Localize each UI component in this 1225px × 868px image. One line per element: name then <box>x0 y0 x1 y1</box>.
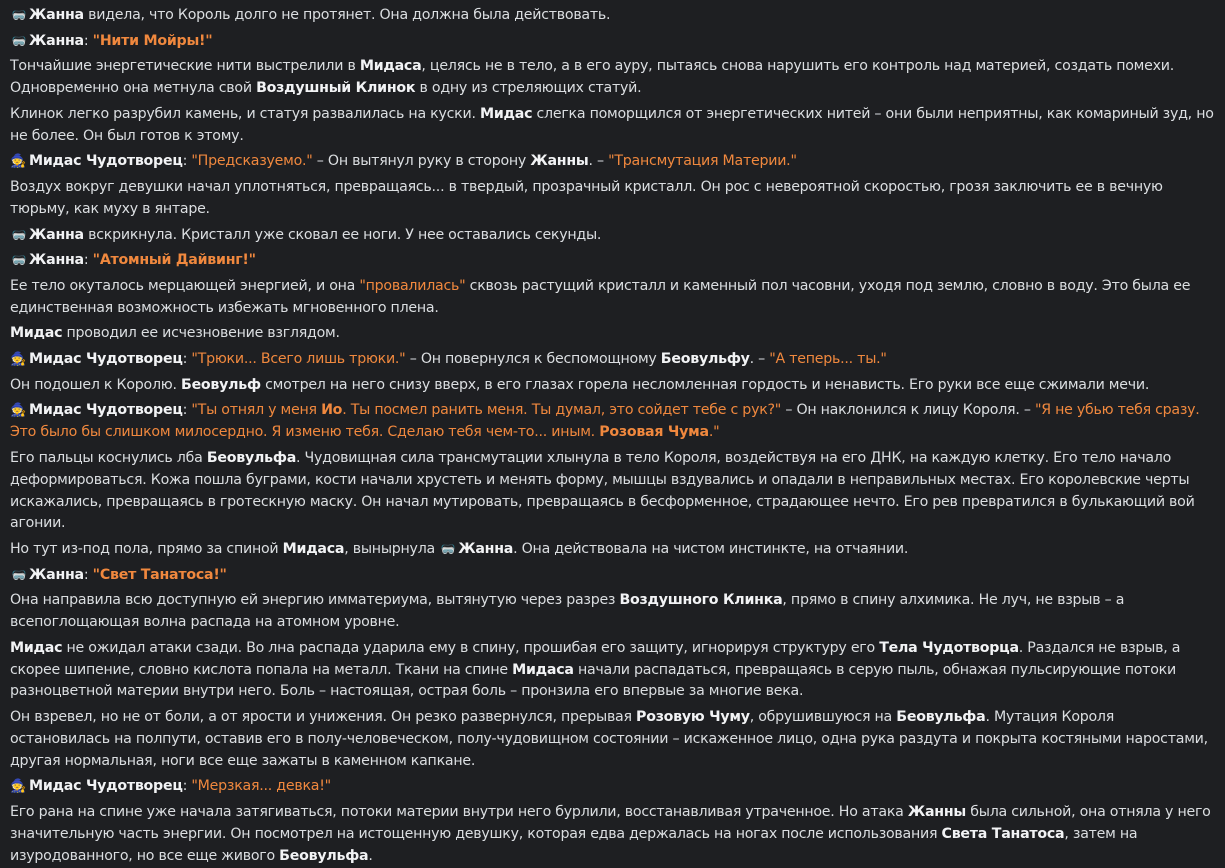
story-paragraph <box>10 56 1216 100</box>
bold-name: Жанна <box>29 226 84 243</box>
narration-text: не ожидал атаки сзади. Во лна распада ударила ему в спину, прошибая его защиту, игнорируя структуру его <box>62 639 880 656</box>
narration-text: – Он повернулся к беспомощному <box>405 351 661 368</box>
story-paragraph <box>10 802 1216 867</box>
quote-bold-text: Розовая Чума <box>599 424 709 441</box>
narration-text: . Она действовала на чистом инстинкте, на отчаянии. <box>513 541 909 557</box>
narration-text: , прямо в спину алхимика. Не луч, не взрыв – а всепоглощающая волна распада на атомном уровне. <box>10 592 1125 631</box>
narration-text: – Он вытянул руку в сторону <box>312 153 531 170</box>
narration-text: Она направила всю доступную ей энергию имматериума, вытянутую через разрез <box>10 592 620 609</box>
quote-bold-text: "Атомный Дайвинг!" <box>92 252 256 269</box>
bold-name: Розовую Чуму <box>636 709 750 726</box>
narration-text: вскрикнула. Кристалл уже сковал ее ноги. У нее оставались секунды. <box>83 226 602 243</box>
bold-name: Мидаса <box>282 541 345 557</box>
narration-text: смотрел на него снизу вверх, в его глазах горела несломленная гордость и ненависть. Его руки все еще сжимали мечи. <box>260 376 1150 393</box>
story-paragraph <box>10 323 1216 345</box>
quote-text: "Мерзкая... девка!" <box>191 778 331 795</box>
narration-text: Ее тело окуталось мерцающей энергией, и она <box>10 277 360 294</box>
goggles-icon: 🥽 <box>11 8 25 22</box>
narration-text: , обрушившуюся на <box>749 709 897 726</box>
story-paragraph <box>10 776 1216 798</box>
bold-name: Мидас Чудотворец <box>29 402 183 419</box>
narration-text: . Мутация Короля остановилась на полпути, оставив его в полу-человеческом, полу-чудовищном состоянии – искаженное лицо, одна рука раздута и покрыта костяными наростами, другая нормальная, ноги все еще зажаты в каменном капкане. <box>10 709 1208 769</box>
narration-text: . – <box>749 351 770 368</box>
quote-text: "А теперь... ты." <box>769 351 887 368</box>
quote-text: "Я не убью тебя сразу. Это было бы слишком милосердно. Я изменю тебя. Сделаю тебя чем-то... иным. <box>10 402 1200 441</box>
goggles-icon: 🥽 <box>11 227 25 242</box>
goggles-icon: 🥽 <box>440 542 454 556</box>
bold-name: Жанна <box>458 541 514 557</box>
narration-text: , вынырнула <box>344 541 440 557</box>
quote-text: "Трюки... Всего лишь трюки." <box>191 351 406 368</box>
story-paragraph <box>10 638 1216 703</box>
narration-text: : <box>83 32 93 49</box>
quote-text: "Трансмутация Материи." <box>608 153 797 170</box>
bold-name: Жанна <box>29 566 84 583</box>
bold-name: Жанна <box>29 7 84 23</box>
quote-text: "Ты отнял у меня <box>191 402 322 419</box>
story-paragraph <box>10 104 1216 148</box>
story-paragraph <box>10 276 1216 320</box>
story-paragraph <box>10 225 1216 247</box>
story-paragraph <box>10 177 1216 221</box>
bold-name: Жанна <box>29 252 84 269</box>
goggles-icon: 🥽 <box>11 567 25 582</box>
bold-name: Беовульфа <box>206 449 297 466</box>
narration-text: Клинок легко разрубил камень, и статуя развалилась на куски. <box>10 105 480 122</box>
narration-text: : <box>182 402 192 419</box>
bold-name: Мидас Чудотворец <box>29 778 183 795</box>
bold-name: Мидас <box>10 325 63 342</box>
quote-text: "провалилась" <box>359 277 466 294</box>
story-paragraph <box>10 539 1216 561</box>
narration-text: . – <box>588 153 609 170</box>
wizard-icon: 🧙 <box>10 779 26 795</box>
narration-text: Тончайшие энергетические нити выстрелили в <box>10 58 360 75</box>
narration-text: Но тут из-под пола, прямо за спиной <box>10 541 283 557</box>
story-paragraph <box>10 448 1216 535</box>
story-paragraph <box>10 31 1216 53</box>
wizard-icon: 🧙 <box>10 352 26 368</box>
bold-name: Мидас Чудотворец <box>29 351 183 368</box>
narration-text: – Он наклонился к лицу Короля. – <box>781 402 1035 419</box>
story-paragraph <box>10 250 1216 272</box>
goggles-icon: 🥽 <box>11 253 25 268</box>
narration-text: видела, что Король долго не протянет. Она должна была действовать. <box>83 7 611 23</box>
bold-name: Мидас Чудотворец <box>29 153 183 170</box>
quote-text: . Ты посмел ранить меня. Ты думал, это сойдет тебе с рук?" <box>342 402 782 419</box>
quote-bold-text: "Нити Мойры!" <box>92 32 213 49</box>
bold-name: Жанны <box>907 804 966 821</box>
story-paragraph <box>10 349 1216 371</box>
story-paragraph <box>10 375 1216 397</box>
narration-text: : <box>182 153 192 170</box>
quote-bold-text: "Свет Танатоса!" <box>92 566 227 583</box>
narration-text: , целясь не в тело, а в его ауру, пытаясь снова нарушить его контроль над материей, создать помехи. Одновременно она метнула свой <box>10 58 1174 97</box>
bold-name: Беовульфа <box>896 709 986 726</box>
narration-text: . <box>368 847 373 864</box>
narration-text: проводил ее исчезновение взглядом. <box>62 325 340 342</box>
narration-text: . Раздался не взрыв, а скорее шипение, словно кислота попала на металл. Ткани на спине <box>10 639 1181 678</box>
narration-text: Его пальцы коснулись лба <box>10 449 207 466</box>
narration-text: Он подошел к Королю. <box>10 376 181 393</box>
wizard-icon: 🧙 <box>10 403 26 419</box>
story-paragraph <box>10 151 1216 173</box>
bold-name: Мидас <box>10 639 63 656</box>
narration-text: Воздух вокруг девушки начал уплотняться, превращаясь... в твердый, прозрачный кристалл. Он рос с невероятной скоростью, грозя заключить ее в вечную тюрьму, как муху в янтаре. <box>10 179 1163 217</box>
bold-name: Мидас <box>479 105 533 122</box>
story-paragraph <box>10 565 1216 587</box>
narration-text: . Чудовищная сила трансмутации хлынула в тело Короля, воздействуя на его ДНК, на каждую клетку. Его тело начало деформироваться. Кожа пошла буграми, кости начали хрустеть и менять форму, мышцы вздувались и опадали в неправильных местах. Его королевские черты искажались, превращаясь в гротескную маску. Он начал мутировать, превращаясь в бесформенное, страдающее нечто. Его рев превратился в булькающий вой агонии. <box>10 449 1195 532</box>
bold-name: Беовульфу <box>660 351 750 368</box>
story-paragraph <box>10 707 1216 772</box>
narration-text: Его рана на спине уже начала затягиваться, потоки материи внутри него бурлили, восстанавливая утраченное. Но атака <box>10 804 908 821</box>
bold-name: Мидаса <box>359 58 422 75</box>
narration-text: сквозь растущий кристалл и каменный пол часовни, уходя под землю, словно в воду. Это была ее единственная возможность избежать мгновенного плена. <box>10 277 1191 316</box>
quote-bold-text: Ио <box>321 402 343 419</box>
narration-text: в одну из стреляющих статуй. <box>415 80 642 97</box>
narration-text: : <box>83 566 93 583</box>
bold-name: Воздушного Клинка <box>619 592 783 609</box>
quote-text: ." <box>708 424 720 441</box>
bold-name: Жанна <box>29 32 84 49</box>
bold-name: Беовульф <box>181 376 261 393</box>
story-paragraph <box>10 400 1216 444</box>
story-paragraph <box>10 590 1216 634</box>
quote-text: "Предсказуемо." <box>191 153 313 170</box>
bold-name: Света Танатоса <box>941 825 1065 842</box>
bold-name: Беовульфа <box>279 847 369 864</box>
bold-name: Тела Чудотворца <box>879 639 1019 656</box>
narration-text: : <box>182 778 192 795</box>
bold-name: Жанны <box>530 153 589 170</box>
story-paragraph <box>10 5 1216 27</box>
bold-name: Мидаса <box>512 661 574 678</box>
narration-text: : <box>182 351 192 368</box>
narration-text: , затем на изуродованного, но все еще живого <box>10 825 1138 864</box>
narration-text: : <box>83 252 93 269</box>
bold-name: Воздушный Клинок <box>256 80 416 97</box>
narration-text: Он взревел, но не от боли, а от ярости и унижения. Он резко развернулся, прерывая <box>10 709 637 726</box>
wizard-icon: 🧙 <box>10 154 26 170</box>
narration-text: была сильной, она отняла у него значительную часть энергии. Он посмотрел на истощенную девушку, которая едва держалась на ногах после использования <box>10 804 1211 842</box>
narration-text: слегка поморщился от энергетических нитей – они были неприятны, как комариный зуд, но не более. Он был готов к этому. <box>10 105 1214 144</box>
goggles-icon: 🥽 <box>11 33 25 48</box>
narration-text: начали распадаться, превращаясь в серую пыль, обнажая пульсирующие потоки разноцветной материи внутри него. Боль – настоящая, острая боль – пронзила его впервые за многие века. <box>10 661 1176 700</box>
